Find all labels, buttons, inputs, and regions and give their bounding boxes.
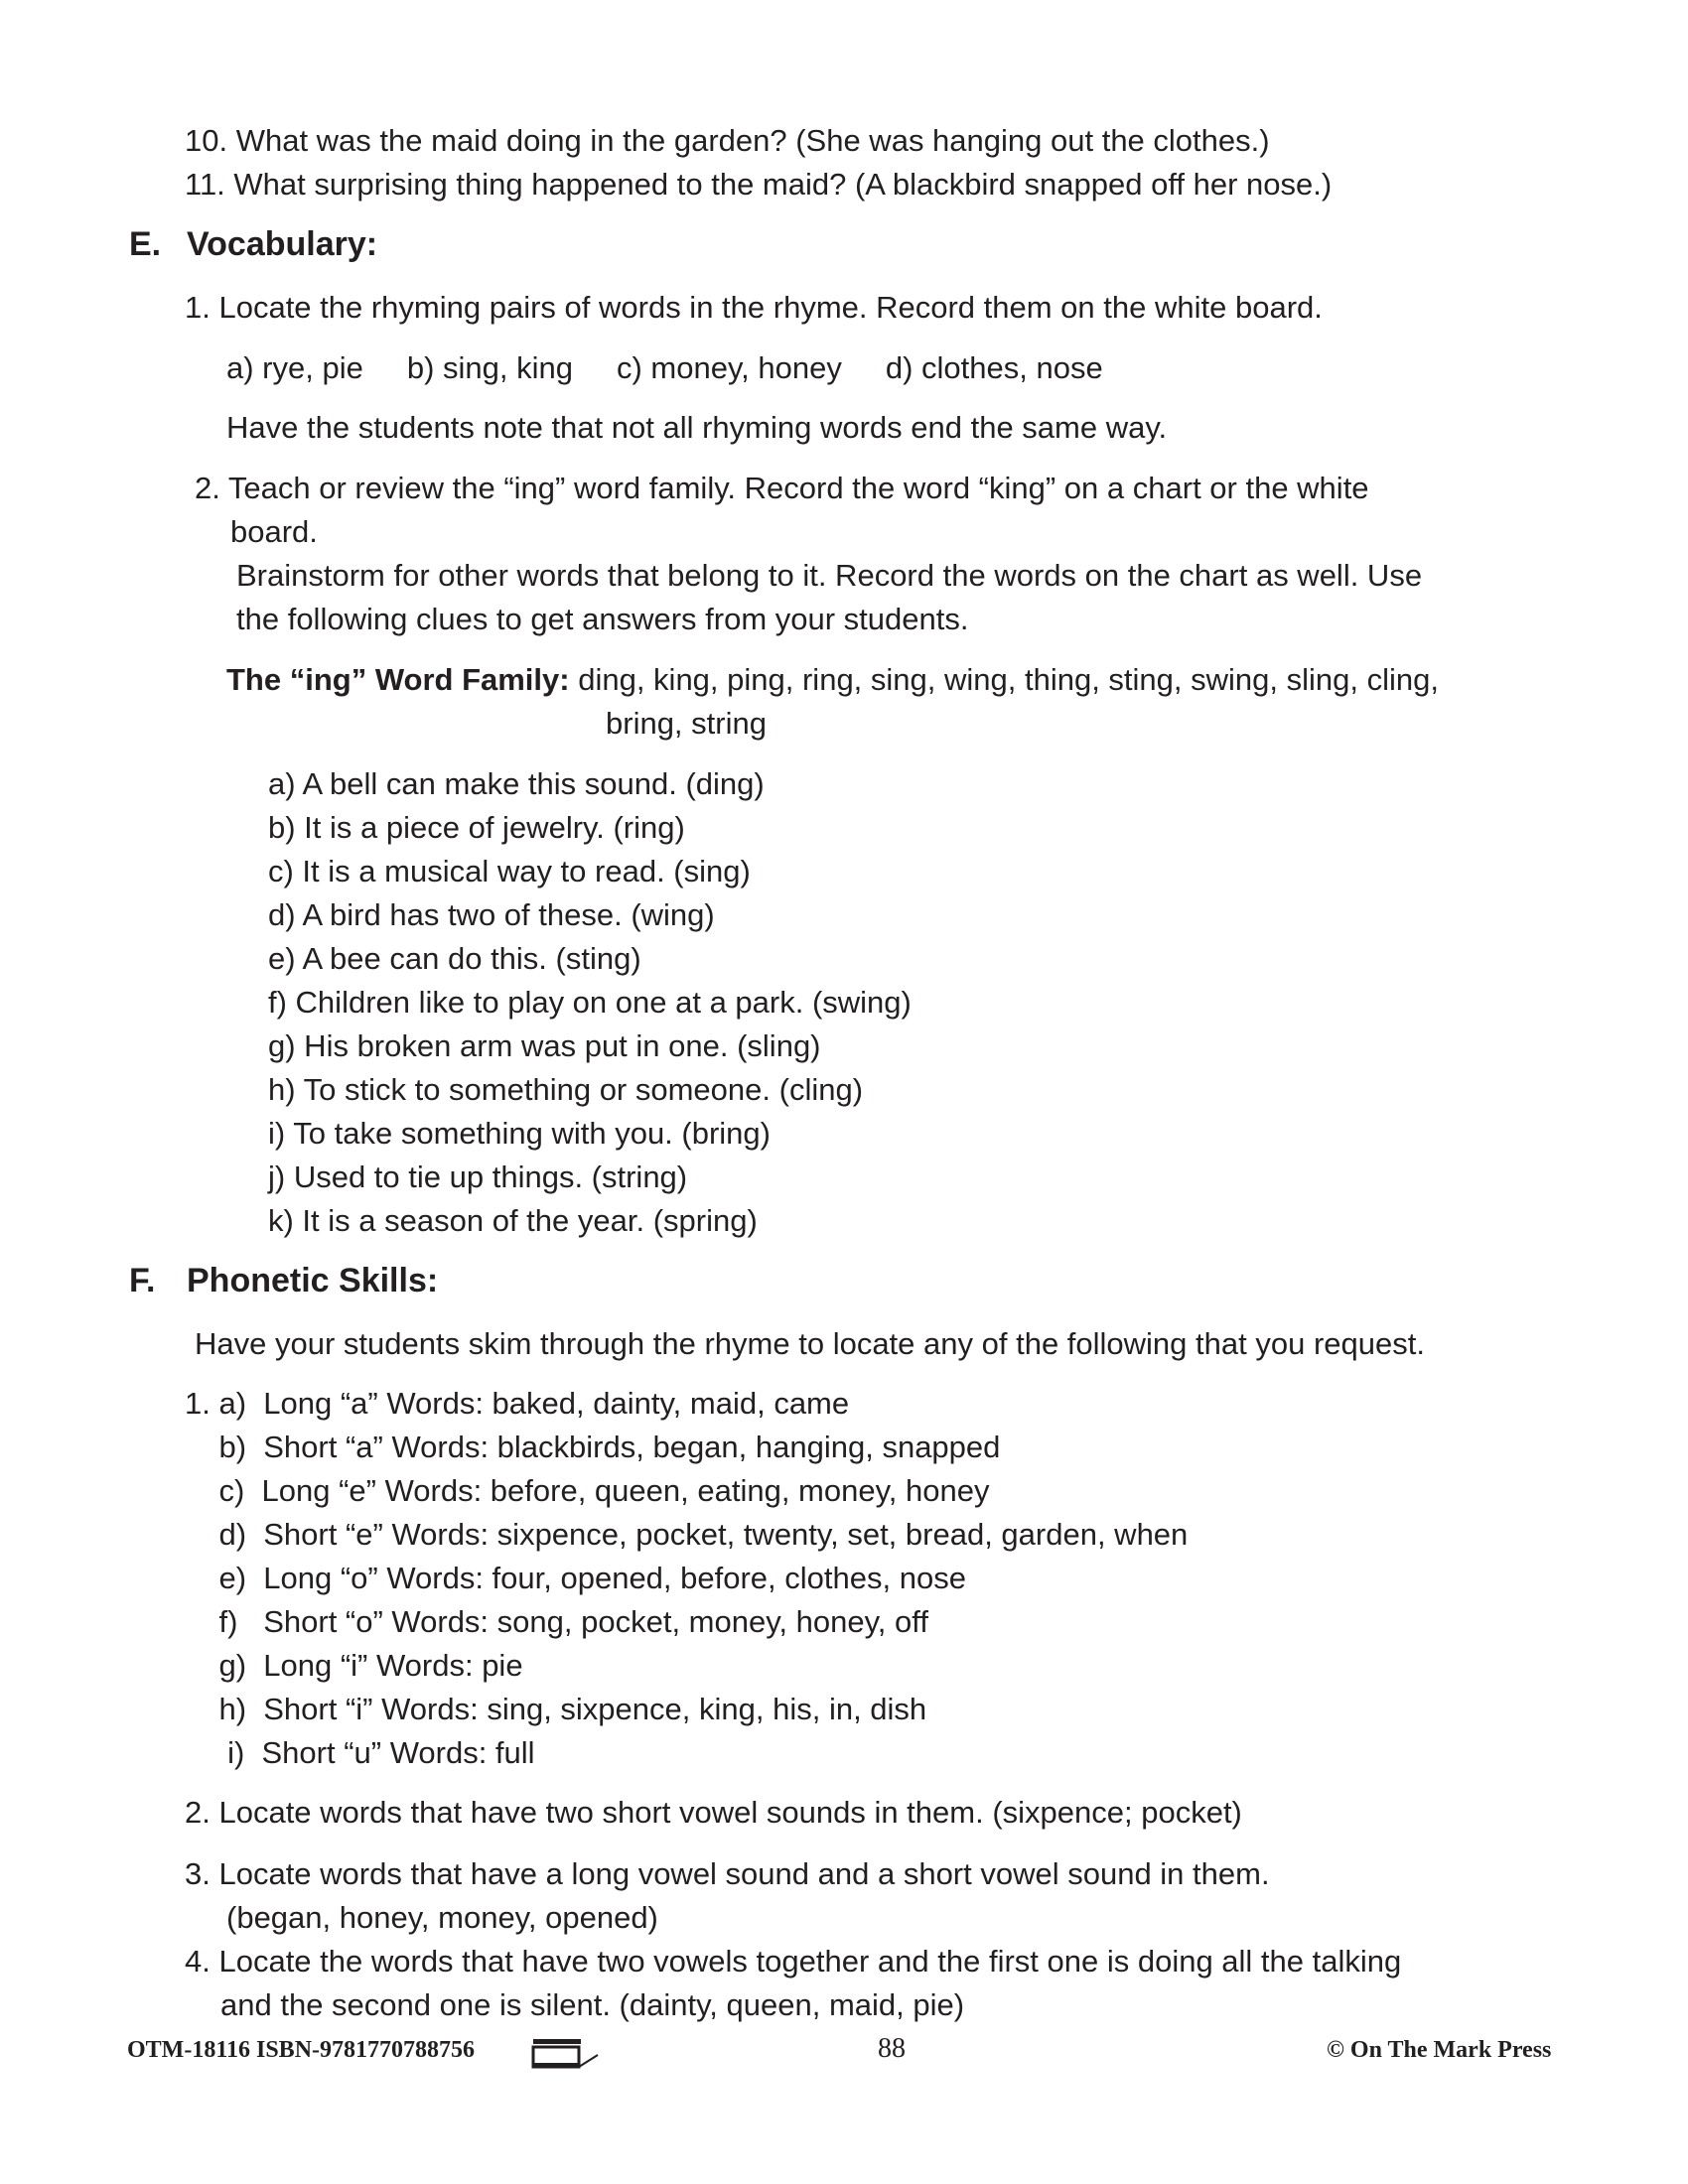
phonetic-intro: Have your students skim through the rhyme to locate any of the following that you request.	[195, 1326, 1425, 1361]
vocab-item-1: 1. Locate the rhyming pairs of words in the rhyme. Record them on the white board.	[185, 290, 1323, 325]
section-title: Vocabulary:	[187, 225, 378, 263]
clue-item: d) A bird has two of these. (wing)	[268, 897, 715, 932]
clue-item: e) A bee can do this. (sting)	[268, 941, 641, 976]
word-family-label: The “ing” Word Family:	[226, 662, 570, 697]
clue-item: i) To take something with you. (bring)	[268, 1116, 771, 1151]
phonetic-list-item: g) Long “i” Words: pie	[185, 1648, 523, 1683]
clue-item: h) To stick to something or someone. (cling)	[268, 1072, 864, 1107]
section-letter: F.	[129, 1262, 156, 1299]
phonetic-list-item: d) Short “e” Words: sixpence, pocket, twenty, set, bread, garden, when	[185, 1517, 1189, 1552]
section-letter: E.	[129, 225, 162, 263]
book-logo-icon	[530, 2033, 602, 2069]
phonetic-list-item: e) Long “o” Words: four, opened, before, clothes, nose	[185, 1561, 966, 1595]
phonetic-item-4-cont: and the second one is silent. (dainty, queen, maid, pie)	[220, 1987, 965, 2022]
vocab-item-2: 2. Teach or review the “ing” word family. Record the word “king” on a chart or the white	[195, 471, 1369, 505]
section-f-heading	[129, 1263, 438, 1298]
vocab-item-2-brainstorm-cont: the following clues to get answers from your students.	[236, 602, 969, 636]
clue-item: b) It is a piece of jewelry. (ring)	[268, 810, 685, 845]
section-title: Phonetic Skills:	[187, 1262, 439, 1299]
clue-item: c) It is a musical way to read. (sing)	[268, 854, 751, 888]
phonetic-item-2: 2. Locate words that have two short vowel sounds in them. (sixpence; pocket)	[185, 1795, 1242, 1830]
phonetic-list-item: i) Short “u” Words: full	[185, 1735, 535, 1770]
word-family-line	[226, 662, 1439, 698]
rhyming-note: Have the students note that not all rhyming words end the same way.	[226, 410, 1168, 445]
clue-item: a) A bell can make this sound. (ding)	[268, 766, 765, 801]
rhyming-pair: a) rye, pie	[226, 350, 363, 385]
rhyming-pairs	[226, 350, 1147, 386]
section-e-heading	[129, 226, 377, 262]
clue-item: g) His broken arm was put in one. (sling)	[268, 1028, 821, 1063]
clue-item: j) Used to tie up things. (string)	[268, 1160, 688, 1194]
phonetic-item-3-cont: (began, honey, money, opened)	[226, 1900, 658, 1935]
vocab-item-2-cont: board.	[230, 514, 318, 549]
phonetic-list-item: f) Short “o” Words: song, pocket, money, honey, off	[185, 1604, 928, 1639]
phonetic-list-item: 1. a) Long “a” Words: baked, dainty, maid, came	[185, 1386, 850, 1421]
phonetic-list-item: c) Long “e” Words: before, queen, eating, money, honey	[185, 1473, 990, 1508]
question-11: 11. What surprising thing happened to the maid? (A blackbird snapped off her nose.)	[185, 167, 1333, 202]
vocab-item-2-brainstorm: Brainstorm for other words that belong to it. Record the words on the chart as well. Use	[236, 558, 1423, 593]
rhyming-pair: d) clothes, nose	[885, 350, 1103, 385]
footer-copyright: © On The Mark Press	[1327, 2037, 1552, 2063]
rhyming-pair: c) money, honey	[616, 350, 842, 385]
phonetic-item-3: 3. Locate words that have a long vowel sound and a short vowel sound in them.	[185, 1856, 1270, 1891]
footer-code: OTM-18116 ISBN-9781770788756	[127, 2037, 476, 2063]
page-number: 88	[878, 2033, 906, 2064]
phonetic-list-item: h) Short “i” Words: sing, sixpence, king, his, in, dish	[185, 1692, 927, 1726]
rhyming-pair: b) sing, king	[406, 350, 573, 385]
word-family-words-cont: bring, string	[606, 706, 767, 741]
clue-item: k) It is a season of the year. (spring)	[268, 1203, 758, 1238]
word-family-words: ding, king, ping, ring, sing, wing, thing, sting, swing, sling, cling,	[569, 662, 1439, 697]
phonetic-list-item: b) Short “a” Words: blackbirds, began, hanging, snapped	[185, 1430, 1001, 1464]
phonetic-item-4: 4. Locate the words that have two vowels together and the first one is doing all the talking	[185, 1944, 1402, 1979]
question-10: 10. What was the maid doing in the garden? (She was hanging out the clothes.)	[185, 123, 1270, 158]
clue-item: f) Children like to play on one at a park. (swing)	[268, 985, 912, 1020]
